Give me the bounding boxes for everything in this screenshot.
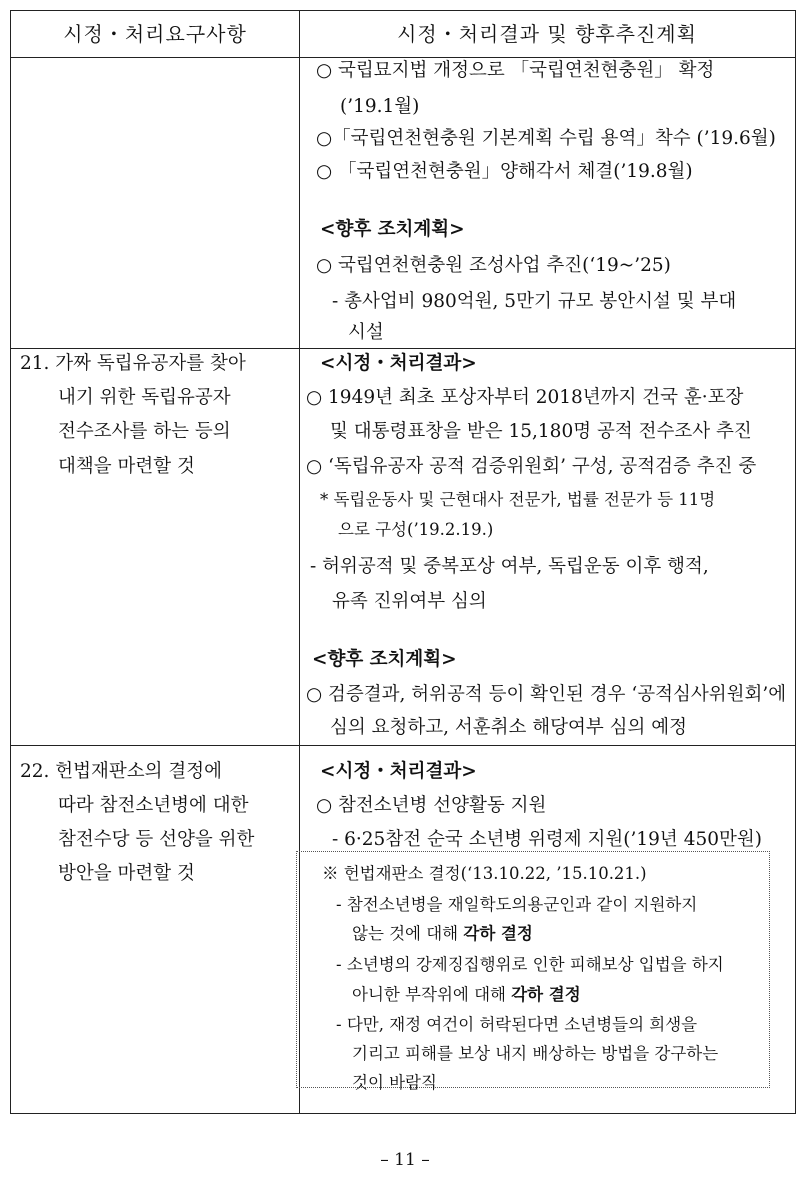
result-line: 및 대통령표창을 받은 15,180명 공적 전수조사 추진 — [330, 421, 752, 442]
result-heading: <시정・처리결과> — [320, 353, 477, 374]
result-line: 심의 요청하고, 서훈취소 해당여부 심의 예정 — [330, 717, 687, 738]
request-line: 전수조사를 하는 등의 — [58, 421, 231, 442]
note-line — [352, 922, 533, 946]
result-line: ○ ‘독립유공자 공적 검증위원회’ 구성, 공적검증 추진 중 — [306, 456, 757, 477]
note-line: 기리고 피해를 보상 내지 배상하는 방법을 강구하는 — [352, 1044, 719, 1063]
note-line: - 다만, 재정 여건이 허락된다면 소년병들의 희생을 — [336, 1015, 698, 1034]
note-line: - 소년병의 강제징집행위로 인한 피해보상 입법을 하지 — [336, 955, 724, 974]
result-line: ○「국립연천현충원 기본계획 수립 용역」착수 (’19.6월) — [316, 128, 776, 149]
result-line: 시설 — [348, 322, 384, 343]
note-line: 것이 바람직 — [352, 1073, 437, 1092]
row-divider-21 — [11, 348, 795, 349]
note-emphasis: 각하 결정 — [463, 924, 533, 943]
header-result: 시정・처리결과 및 향후추진계획 — [397, 22, 697, 46]
result-line: ○ 검증결과, 허위공적 등이 확인된 경우 ‘공적심사위원회’에 — [306, 684, 787, 705]
result-line: 유족 진위여부 심의 — [332, 591, 487, 612]
result-line: ○ 1949년 최초 포상자부터 2018년까지 건국 훈·포장 — [306, 387, 744, 408]
note-line: 으로 구성(’19.2.19.) — [338, 520, 494, 539]
plan-heading: <향후 조치계획> — [320, 219, 465, 240]
result-line: ○ 참전소년병 선양활동 지원 — [316, 795, 547, 816]
result-line: ○ 국립연천현충원 조성사업 추진(‘19~’25) — [316, 255, 671, 276]
request-line: 내기 위한 독립유공자 — [58, 387, 231, 408]
note-emphasis: 각하 결정 — [511, 985, 581, 1004]
note-line: - 참전소년병을 재일학도의용군인과 같이 지원하지 — [336, 895, 698, 914]
header-divider — [11, 57, 795, 58]
note-line: ※ 헌법재판소 결정(‘13.10.22, ’15.10.21.) — [322, 864, 647, 883]
result-line: ○ 「국립연천현충원」양해각서 체결(’19.8월) — [316, 161, 693, 182]
request-line: 방안을 마련할 것 — [58, 863, 195, 884]
result-line: - 총사업비 980억원, 5만기 규모 봉안시설 및 부대 — [332, 291, 737, 312]
header-request: 시정・처리요구사항 — [63, 22, 247, 46]
note-text: 않는 것에 대해 — [352, 924, 464, 943]
request-line: 참전수당 등 선양을 위한 — [58, 829, 255, 850]
plan-heading: <향후 조치계획> — [312, 649, 457, 670]
row-divider-22 — [11, 745, 795, 746]
note-line — [352, 983, 581, 1007]
request-line: 따라 참전소년병에 대한 — [58, 795, 249, 816]
result-line: - 허위공적 및 중복포상 여부, 독립운동 이후 행적, — [310, 556, 709, 577]
result-line: ○ 국립묘지법 개정으로 「국립연천현충원」 확정 — [316, 60, 715, 81]
request-line: 21. 가짜 독립유공자를 찾아 — [20, 353, 246, 374]
result-line: - 6·25참전 순국 소년병 위령제 지원(’19년 450만원) — [332, 829, 762, 850]
note-text: 아니한 부작위에 대해 — [352, 985, 512, 1004]
request-line: 대책을 마련할 것 — [58, 456, 195, 477]
result-line: (’19.1월) — [340, 96, 420, 117]
request-line: 22. 헌법재판소의 결정에 — [20, 761, 223, 782]
page-number: – 11 – — [380, 1150, 430, 1170]
result-heading: <시정・처리결과> — [320, 761, 477, 782]
note-line: * 독립운동사 및 근현대사 전문가, 법률 전문가 등 11명 — [320, 490, 716, 509]
